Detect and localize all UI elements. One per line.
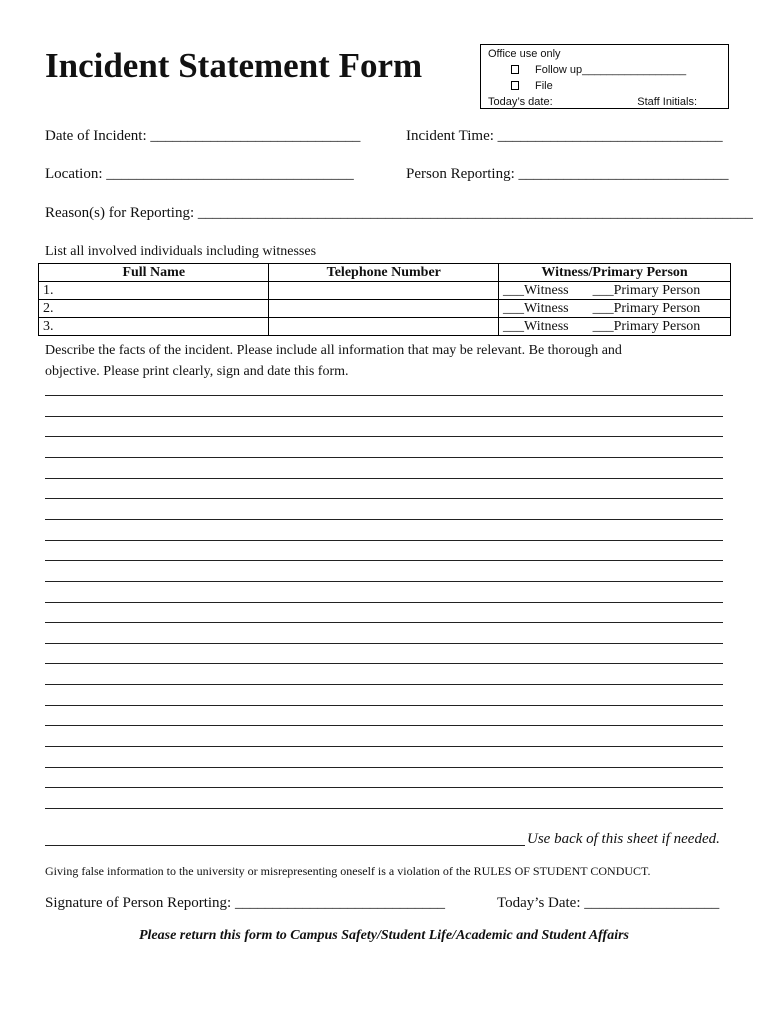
full-name-cell[interactable]: 2. <box>39 300 269 318</box>
table-header-row <box>39 264 731 282</box>
writing-line[interactable] <box>45 787 723 788</box>
full-name-cell[interactable]: 1. <box>39 282 269 300</box>
description-instructions <box>45 340 735 382</box>
file-label: File <box>535 80 553 92</box>
writing-line[interactable] <box>45 581 723 582</box>
file-checkbox[interactable] <box>511 81 519 90</box>
writing-line[interactable] <box>45 746 723 747</box>
form-title: Incident Statement Form <box>45 46 423 85</box>
writing-line[interactable] <box>45 663 723 664</box>
writing-line[interactable] <box>45 416 723 417</box>
writing-line[interactable] <box>45 436 723 437</box>
writing-line[interactable] <box>45 767 723 768</box>
involved-individuals-table <box>38 263 731 336</box>
office-use-heading: Office use only <box>488 48 561 60</box>
last-writing-line[interactable] <box>45 831 720 848</box>
full-name-cell[interactable]: 3. <box>39 318 269 336</box>
telephone-cell[interactable] <box>269 318 499 336</box>
role-cell[interactable] <box>499 282 731 300</box>
description-line-1: Describe the facts of the incident. Please include all information that may be relevant. Be thorough and <box>45 343 622 358</box>
follow-up-checkbox[interactable] <box>511 65 519 74</box>
role-cell[interactable] <box>499 300 731 318</box>
writing-line[interactable] <box>45 498 723 499</box>
office-date-initials-row <box>488 94 721 110</box>
office-todays-date-label: Today’s date: <box>488 96 553 108</box>
return-instructions: Please return this form to Campus Safety/Student Life/Academic and Student Affairs <box>138 928 630 943</box>
writing-line[interactable] <box>45 519 723 520</box>
telephone-cell[interactable] <box>269 300 499 318</box>
table-row <box>39 300 731 318</box>
writing-line[interactable] <box>45 808 723 809</box>
primary-person-option[interactable]: ___Primary Person <box>592 319 701 334</box>
follow-up-row <box>488 62 721 78</box>
writing-line[interactable] <box>45 725 723 726</box>
writing-line[interactable] <box>45 478 723 479</box>
witness-option[interactable]: ___Witness <box>503 319 569 334</box>
writing-line[interactable] <box>45 457 723 458</box>
table-row <box>39 318 731 336</box>
role-cell[interactable] <box>499 318 731 336</box>
writing-line[interactable] <box>45 845 525 846</box>
disclaimer-text: Giving false information to the university or misrepresenting oneself is a violation of the RULES OF STUDENT CONDUCT. <box>45 864 651 878</box>
writing-line[interactable] <box>45 705 723 706</box>
writing-line[interactable] <box>45 622 723 623</box>
office-use-box <box>480 44 729 109</box>
header-witness-primary: Witness/Primary Person <box>499 264 731 282</box>
header-telephone: Telephone Number <box>269 264 499 282</box>
writing-line[interactable] <box>45 643 723 644</box>
table-row <box>39 282 731 300</box>
description-line-2: objective. Please print clearly, sign and date this form. <box>45 364 349 379</box>
writing-line[interactable] <box>45 540 723 541</box>
writing-line[interactable] <box>45 602 723 603</box>
telephone-cell[interactable] <box>269 282 499 300</box>
witness-option[interactable]: ___Witness <box>503 301 569 316</box>
incident-time-field[interactable]: Incident Time: ______________________________ <box>406 128 723 144</box>
header-full-name: Full Name <box>39 264 269 282</box>
primary-person-option[interactable]: ___Primary Person <box>592 283 701 298</box>
todays-date-field[interactable]: Today’s Date: __________________ <box>497 895 720 911</box>
use-back-note: Use back of this sheet if needed. <box>527 831 720 847</box>
writing-line[interactable] <box>45 395 723 396</box>
office-staff-initials-label: Staff Initials: <box>637 96 697 108</box>
writing-line[interactable] <box>45 684 723 685</box>
person-reporting-field[interactable]: Person Reporting: ____________________________ <box>406 166 729 182</box>
witness-option[interactable]: ___Witness <box>503 283 569 298</box>
reasons-for-reporting-field[interactable]: Reason(s) for Reporting: __________________________________________________________________________ <box>45 205 753 221</box>
primary-person-option[interactable]: ___Primary Person <box>592 301 701 316</box>
follow-up-label: Follow up_________________ <box>535 64 687 76</box>
individuals-caption: List all involved individuals including witnesses <box>45 244 317 259</box>
writing-line[interactable] <box>45 560 723 561</box>
file-row <box>488 78 721 94</box>
signature-field[interactable]: Signature of Person Reporting: ____________________________ <box>45 895 445 911</box>
date-of-incident-field[interactable]: Date of Incident: ____________________________ <box>45 128 361 144</box>
location-field[interactable]: Location: _________________________________ <box>45 166 354 182</box>
